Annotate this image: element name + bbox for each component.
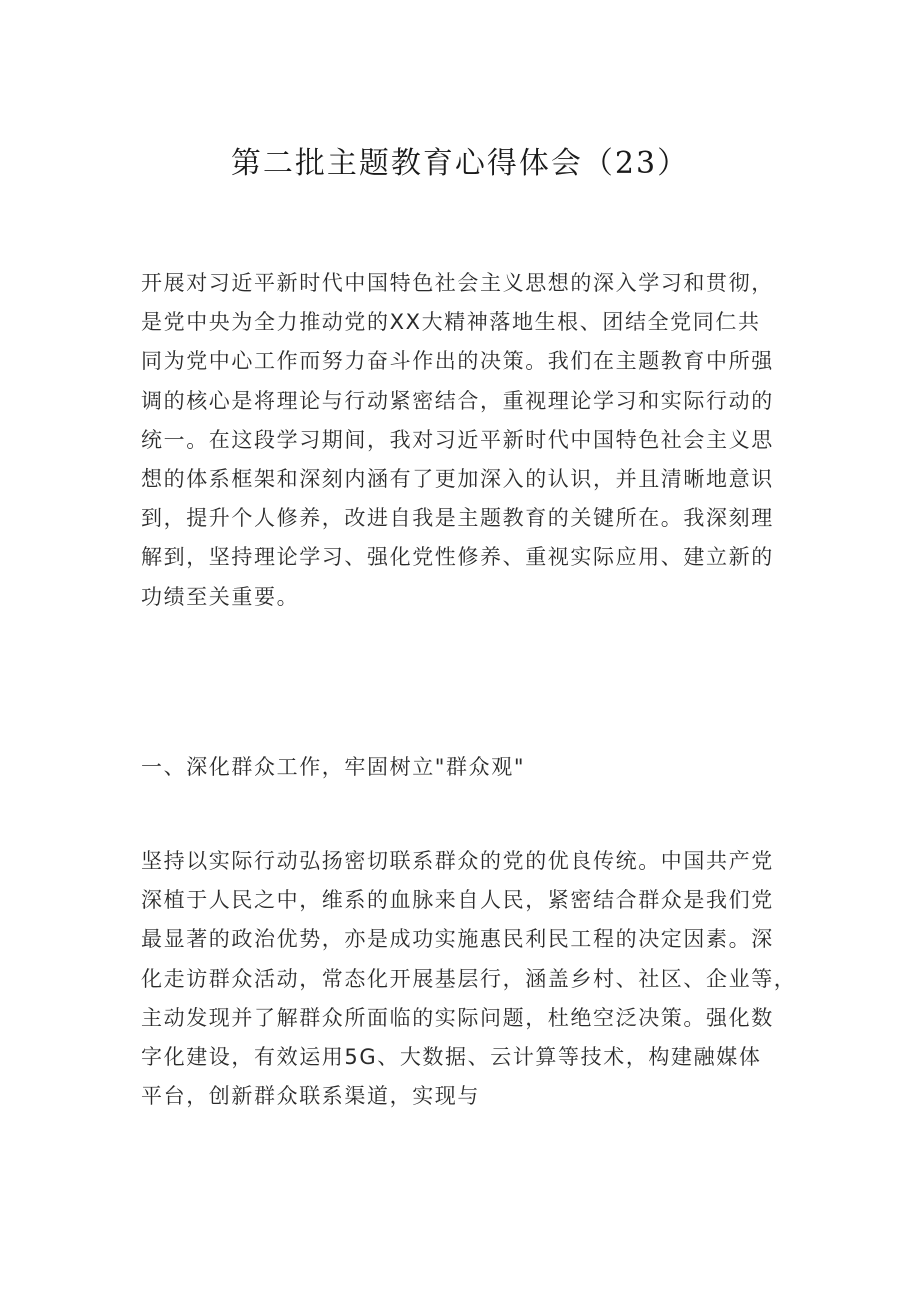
document-title: 第二批主题教育心得体会（23） bbox=[230, 146, 690, 181]
paragraph-line: 开展对习近平新时代中国特色社会主义思想的深入学习和贯彻， bbox=[141, 271, 774, 295]
paragraph-line: 平台，创新群众联系渠道，实现与 bbox=[141, 1084, 480, 1109]
paragraph-line: 主动发现并了解群众所面临的实际问题，杜绝空泛决策。强化数 bbox=[141, 1005, 774, 1030]
paragraph-intro bbox=[141, 264, 791, 617]
paragraph-line: 调的核心是将理论与行动紧密结合，重视理论学习和实际行动的 bbox=[141, 388, 774, 413]
paragraph-section-one bbox=[141, 842, 797, 1116]
paragraph-line: 功绩至关重要。 bbox=[141, 584, 300, 609]
paragraph-line: 统一。在这段学习期间，我对习近平新时代中国特色社会主义思 bbox=[141, 427, 774, 452]
paragraph-line: 坚持以实际行动弘扬密切联系群众的党的优良传统。中国共产党 bbox=[141, 849, 774, 873]
section-heading: 一、深化群众工作，牢固树立"群众观" bbox=[141, 755, 526, 779]
paragraph-line: 解到，坚持理论学习、强化党性修养、重视实际应用、建立新的 bbox=[141, 545, 774, 570]
paragraph-line: 到，提升个人修养，改进自我是主题教育的关键所在。我深刻理 bbox=[141, 506, 774, 531]
paragraph-line: 字化建设，有效运用5G、大数据、云计算等技术，构建融媒体 bbox=[141, 1045, 762, 1070]
paragraph-line: 同为党中心工作而努力奋斗作出的决策。我们在主题教育中所强 bbox=[141, 349, 774, 374]
paragraph-line: 深植于人民之中，维系的血脉来自人民，紧密结合群众是我们党 bbox=[141, 888, 774, 913]
paragraph-line: 最显著的政治优势，亦是成功实施惠民利民工程的决定因素。深 bbox=[141, 927, 774, 952]
paragraph-line: 想的体系框架和深刻内涵有了更加深入的认识，并且清晰地意识 bbox=[141, 467, 774, 492]
paragraph-line: 化走访群众活动，常态化开展基层行，涵盖乡村、社区、企业等， bbox=[141, 966, 797, 991]
paragraph-line: 是党中央为全力推动党的XX大精神落地生根、团结全党同仁共 bbox=[141, 310, 761, 335]
